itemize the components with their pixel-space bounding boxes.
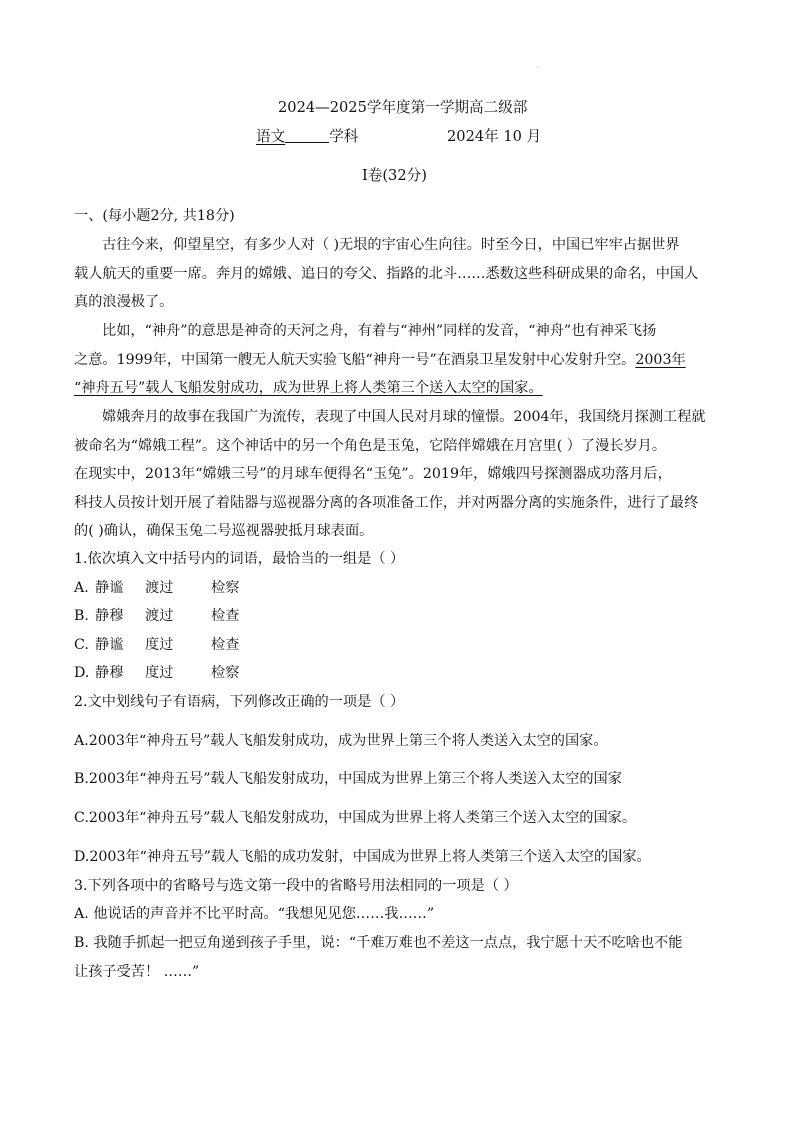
passage-p3-line1: 嫦娥奔月的故事在我国广为流传，表现了中国人民对月球的憧憬。2004年，我国绕月探测工程就 bbox=[102, 409, 706, 425]
option-word: 静穆 bbox=[95, 665, 124, 681]
exam-title: 2024—2025学年度第一学期高二级部 bbox=[278, 99, 528, 116]
question-2-option-c: C.2003年“神舟五号”载人飞船发射成功，中国成为世界上将人类第三个送入太空的国家。 bbox=[74, 810, 637, 826]
option-word: 静谧 bbox=[95, 637, 124, 653]
subject-name: 语文 bbox=[256, 128, 286, 145]
exam-date: 2024年 10 月 bbox=[447, 128, 542, 145]
option-word: 检察 bbox=[211, 665, 240, 681]
question-2-option-d: D.2003年“神舟五号”载人飞船的成功发射，中国成为世界上将人类第三个送入太空的国家。 bbox=[74, 849, 651, 865]
subject-line bbox=[256, 127, 358, 147]
passage-p3-line5: 的( )确认，确保玉兔二号巡视器驶抵月球表面。 bbox=[74, 523, 374, 539]
option-word: 检查 bbox=[211, 608, 240, 624]
question-2-option-a: A.2003年“神舟五号”载人飞船发射成功，成为世界上第三个将人类送入太空的国家。 bbox=[74, 733, 608, 749]
passage-p1-line2: 载人航天的重要一席。奔月的嫦娥、追日的夸父、指路的北斗……悉数这些科研成果的命名，中国人 bbox=[74, 266, 699, 282]
question-1-stem: 1.依次填入文中括号内的词语，最恰当的一组是（ ） bbox=[74, 551, 405, 567]
question-1-option-d bbox=[74, 663, 239, 683]
question-3-option-b-line1: B. 我随手抓起一把豆角递到孩子手里，说：“千难万难也不差这一点点，我宁愿十天不吃啥也不能 bbox=[74, 935, 683, 951]
option-label: D. bbox=[74, 665, 90, 681]
option-word: 静谧 bbox=[95, 580, 124, 596]
option-word: 渡过 bbox=[145, 608, 174, 624]
question-1-option-a bbox=[74, 578, 239, 598]
option-label: B. bbox=[74, 608, 89, 624]
question-1-option-c bbox=[74, 635, 239, 655]
passage-p1-line3: 真的浪漫极了。 bbox=[74, 294, 174, 310]
subject-blank bbox=[285, 128, 329, 143]
passage-p3-line2: 被命名为“嫦娥工程”。这个神话中的另一个角色是玉兔，它陪伴嫦娥在月宫里( ）了漫长岁月。 bbox=[74, 438, 667, 454]
question-3-option-a: A. 他说话的声音并不比平时高。“我想见见您……我……” bbox=[74, 906, 435, 922]
volume-title: I卷(32分) bbox=[362, 167, 427, 184]
option-word: 检察 bbox=[211, 580, 240, 596]
question-1-option-b bbox=[74, 606, 239, 626]
question-2-option-b: B.2003年“神舟五号”载人飞船发射成功，中国成为世界上第三个将人类送入太空的国家 bbox=[74, 771, 622, 787]
option-label: A. bbox=[74, 580, 89, 596]
option-label: C. bbox=[74, 637, 89, 653]
subject-suffix: 学科 bbox=[329, 128, 359, 145]
question-2-stem: 2.文中划线句子有语病，下列修改正确的一项是（ ） bbox=[74, 694, 405, 710]
passage-p1-line1: 古往今来，仰望星空，有多少人对（ )无垠的宇宙心生向往。时至今日，中国已牢牢占据世界 bbox=[102, 237, 680, 253]
passage-p3-line4: 科技人员按计划开展了着陆器与巡视器分离的各项准备工作，并对两器分离的实施条件，进行了最终 bbox=[74, 495, 699, 511]
passage-p2-line2-text: 之意。1999年，中国第一艘无人航天实验飞船“神舟一号”在酒泉卫星发射中心发射升空。 bbox=[74, 352, 636, 368]
underlined-sentence-start: 2003年 bbox=[635, 352, 686, 368]
section-heading: 一、(每小题2分, 共18分) bbox=[74, 208, 235, 224]
passage-p2-line2 bbox=[74, 350, 686, 370]
question-3-stem: 3.下列各项中的省略号与选文第一段中的省略号用法相同的一项是（ ） bbox=[74, 878, 518, 894]
option-word: 静穆 bbox=[95, 608, 124, 624]
passage-p3-line3: 在现实中，2013年“嫦娥三号”的月球车便得名“玉兔”。2019年，嫦娥四号探测器成功落月后， bbox=[74, 466, 672, 482]
scan-speck: . bbox=[537, 63, 539, 70]
option-word: 度过 bbox=[145, 637, 174, 653]
passage-p2-line1: 比如，“神舟”的意思是神奇的天河之舟，有着与“神州”同样的发音，“神舟”也有神采飞扬 bbox=[102, 323, 657, 339]
question-3-option-b-line2: 让孩子受苦！ ……” bbox=[74, 964, 200, 980]
underlined-sentence: “神舟五号”载人飞船发射成功，成为世界上将人类第三个送入太空的国家。 bbox=[74, 380, 543, 396]
option-word: 检查 bbox=[211, 637, 240, 653]
option-word: 度过 bbox=[145, 665, 174, 681]
option-word: 渡过 bbox=[145, 580, 174, 596]
